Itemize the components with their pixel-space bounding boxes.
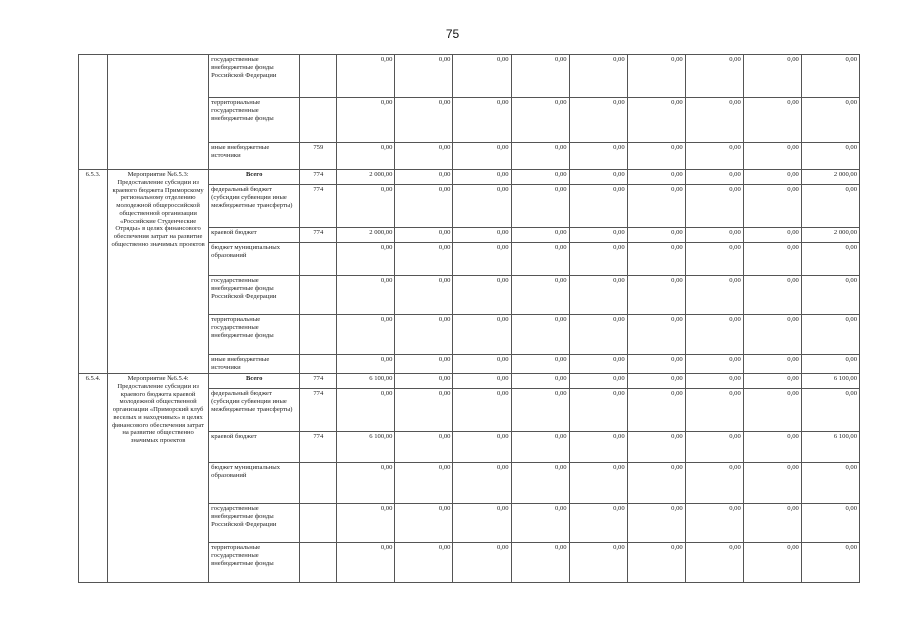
amount-cell: 6 100,00 xyxy=(337,374,395,389)
funding-source-cell: государственные внебюджетные фонды Российской Федерации xyxy=(209,55,300,98)
amount-cell: 0,00 xyxy=(453,543,511,583)
amount-cell: 0,00 xyxy=(453,228,511,243)
amount-cell: 0,00 xyxy=(511,143,569,170)
amount-cell: 0,00 xyxy=(685,55,743,98)
amount-cell: 0,00 xyxy=(627,355,685,374)
amount-cell: 0,00 xyxy=(685,185,743,228)
amount-cell: 0,00 xyxy=(569,543,627,583)
amount-cell: 0,00 xyxy=(511,170,569,185)
amount-cell: 0,00 xyxy=(511,228,569,243)
funding-source-cell: государственные внебюджетные фонды Российской Федерации xyxy=(209,504,300,543)
amount-cell: 0,00 xyxy=(569,170,627,185)
amount-cell: 6 100,00 xyxy=(337,432,395,463)
amount-cell: 0,00 xyxy=(453,355,511,374)
amount-cell: 0,00 xyxy=(627,243,685,276)
kbk-code-cell: 774 xyxy=(300,389,337,432)
amount-cell: 0,00 xyxy=(627,374,685,389)
amount-cell: 0,00 xyxy=(453,374,511,389)
amount-cell: 0,00 xyxy=(627,55,685,98)
funding-source-cell: бюджет муниципальных образований xyxy=(209,463,300,504)
amount-cell: 0,00 xyxy=(627,98,685,143)
amount-cell: 0,00 xyxy=(569,143,627,170)
funding-source-cell: территориальные государственные внебюджетные фонды xyxy=(209,98,300,143)
amount-cell: 0,00 xyxy=(511,185,569,228)
amount-cell: 0,00 xyxy=(453,243,511,276)
amount-cell: 0,00 xyxy=(743,315,801,355)
amount-cell: 0,00 xyxy=(395,143,453,170)
amount-cell: 0,00 xyxy=(511,55,569,98)
amount-cell: 0,00 xyxy=(685,243,743,276)
amount-cell: 0,00 xyxy=(337,389,395,432)
funding-source-cell: территориальные государственные внебюджетные фонды xyxy=(209,315,300,355)
kbk-code-cell: 774 xyxy=(300,228,337,243)
amount-cell: 0,00 xyxy=(685,143,743,170)
amount-cell: 0,00 xyxy=(743,55,801,98)
amount-cell: 0,00 xyxy=(511,355,569,374)
amount-cell: 0,00 xyxy=(685,98,743,143)
amount-cell: 0,00 xyxy=(627,228,685,243)
amount-cell: 0,00 xyxy=(395,228,453,243)
amount-cell: 0,00 xyxy=(511,432,569,463)
kbk-code-cell xyxy=(300,463,337,504)
funding-source-cell: краевой бюджет xyxy=(209,228,300,243)
amount-cell: 0,00 xyxy=(627,543,685,583)
amount-cell: 0,00 xyxy=(453,389,511,432)
amount-cell: 0,00 xyxy=(801,504,859,543)
amount-cell: 0,00 xyxy=(569,504,627,543)
amount-cell: 0,00 xyxy=(337,55,395,98)
funding-source-cell: федеральный бюджет (субсидии субвенции иные межбюджетные трансферты) xyxy=(209,389,300,432)
amount-cell: 0,00 xyxy=(511,276,569,315)
funding-source-cell: Всего xyxy=(209,374,300,389)
kbk-code-cell xyxy=(300,98,337,143)
kbk-code-cell xyxy=(300,504,337,543)
amount-cell: 0,00 xyxy=(395,55,453,98)
funding-source-cell: иные внебюджетные источники xyxy=(209,143,300,170)
kbk-code-cell: 759 xyxy=(300,143,337,170)
amount-cell: 0,00 xyxy=(627,170,685,185)
measure-number-cell: 6.5.4. xyxy=(79,374,108,583)
funding-source-cell: государственные внебюджетные фонды Российской Федерации xyxy=(209,276,300,315)
amount-cell: 0,00 xyxy=(569,463,627,504)
amount-cell: 0,00 xyxy=(685,355,743,374)
measure-number-cell xyxy=(79,55,108,170)
amount-cell: 0,00 xyxy=(395,389,453,432)
amount-cell: 0,00 xyxy=(511,543,569,583)
amount-cell: 0,00 xyxy=(395,504,453,543)
amount-cell: 0,00 xyxy=(801,315,859,355)
measure-number-cell: 6.5.3. xyxy=(79,170,108,374)
page-number: 75 xyxy=(445,27,460,41)
amount-cell: 6 100,00 xyxy=(801,374,859,389)
funding-source-cell: Всего xyxy=(209,170,300,185)
amount-cell: 2 000,00 xyxy=(337,170,395,185)
amount-cell: 0,00 xyxy=(395,315,453,355)
amount-cell: 0,00 xyxy=(337,185,395,228)
amount-cell: 0,00 xyxy=(685,504,743,543)
amount-cell: 0,00 xyxy=(511,463,569,504)
amount-cell: 0,00 xyxy=(569,243,627,276)
amount-cell: 0,00 xyxy=(395,170,453,185)
amount-cell: 0,00 xyxy=(453,463,511,504)
amount-cell: 0,00 xyxy=(743,543,801,583)
amount-cell: 0,00 xyxy=(511,315,569,355)
amount-cell: 0,00 xyxy=(685,543,743,583)
table-row xyxy=(79,170,860,185)
amount-cell: 0,00 xyxy=(627,276,685,315)
amount-cell: 0,00 xyxy=(337,143,395,170)
amount-cell: 0,00 xyxy=(569,55,627,98)
amount-cell: 0,00 xyxy=(453,432,511,463)
amount-cell: 0,00 xyxy=(453,170,511,185)
amount-cell: 0,00 xyxy=(395,98,453,143)
amount-cell: 2 000,00 xyxy=(337,228,395,243)
amount-cell: 0,00 xyxy=(337,315,395,355)
amount-cell: 0,00 xyxy=(685,463,743,504)
amount-cell: 0,00 xyxy=(627,504,685,543)
amount-cell: 0,00 xyxy=(511,243,569,276)
amount-cell: 0,00 xyxy=(743,374,801,389)
kbk-code-cell xyxy=(300,315,337,355)
amount-cell: 0,00 xyxy=(569,355,627,374)
amount-cell: 0,00 xyxy=(743,170,801,185)
amount-cell: 0,00 xyxy=(395,355,453,374)
amount-cell: 0,00 xyxy=(569,276,627,315)
amount-cell: 0,00 xyxy=(685,315,743,355)
amount-cell: 2 000,00 xyxy=(801,170,859,185)
amount-cell: 0,00 xyxy=(743,389,801,432)
amount-cell: 0,00 xyxy=(569,374,627,389)
amount-cell: 0,00 xyxy=(569,228,627,243)
amount-cell: 0,00 xyxy=(569,315,627,355)
amount-cell: 0,00 xyxy=(801,389,859,432)
amount-cell: 0,00 xyxy=(337,355,395,374)
amount-cell: 0,00 xyxy=(453,98,511,143)
amount-cell: 0,00 xyxy=(395,243,453,276)
amount-cell: 0,00 xyxy=(453,55,511,98)
amount-cell: 0,00 xyxy=(685,276,743,315)
funding-source-cell: краевой бюджет xyxy=(209,432,300,463)
amount-cell: 0,00 xyxy=(685,432,743,463)
amount-cell: 0,00 xyxy=(685,389,743,432)
amount-cell: 0,00 xyxy=(453,185,511,228)
amount-cell: 0,00 xyxy=(685,374,743,389)
amount-cell: 0,00 xyxy=(743,355,801,374)
amount-cell: 0,00 xyxy=(801,463,859,504)
amount-cell: 0,00 xyxy=(743,98,801,143)
measure-name-cell: Мероприятие №6.5.4: Предоставление субсидии из краевого бюджета краевой молодежной общественной организации «Приморский клуб веселых и находчивых» в целях финансового обеспечения затрат на развитие общественно значимых проектов xyxy=(108,374,209,583)
amount-cell: 0,00 xyxy=(569,432,627,463)
amount-cell: 0,00 xyxy=(801,355,859,374)
amount-cell: 0,00 xyxy=(743,463,801,504)
kbk-code-cell: 774 xyxy=(300,432,337,463)
table-row xyxy=(79,55,860,98)
funding-source-cell: иные внебюджетные источники xyxy=(209,355,300,374)
amount-cell: 0,00 xyxy=(337,276,395,315)
amount-cell: 0,00 xyxy=(627,389,685,432)
amount-cell: 0,00 xyxy=(801,543,859,583)
amount-cell: 0,00 xyxy=(627,432,685,463)
amount-cell: 0,00 xyxy=(395,463,453,504)
kbk-code-cell xyxy=(300,355,337,374)
amount-cell: 0,00 xyxy=(743,243,801,276)
amount-cell: 0,00 xyxy=(511,504,569,543)
amount-cell: 2 000,00 xyxy=(801,228,859,243)
amount-cell: 0,00 xyxy=(801,276,859,315)
amount-cell: 0,00 xyxy=(395,543,453,583)
amount-cell: 0,00 xyxy=(743,504,801,543)
amount-cell: 0,00 xyxy=(395,374,453,389)
kbk-code-cell xyxy=(300,55,337,98)
amount-cell: 0,00 xyxy=(743,228,801,243)
amount-cell: 0,00 xyxy=(743,143,801,170)
amount-cell: 0,00 xyxy=(337,98,395,143)
amount-cell: 0,00 xyxy=(511,389,569,432)
amount-cell: 0,00 xyxy=(627,143,685,170)
amount-cell: 0,00 xyxy=(569,185,627,228)
amount-cell: 0,00 xyxy=(743,276,801,315)
measure-name-cell: Мероприятие №6.5.3: Предоставление субсидии из краевого бюджета Приморскому региональному отделению молодежной общероссийской общественной организации «Российские Студенческие Отряды» в целях финансового обеспечения затрат на развитие общественно значимых проектов xyxy=(108,170,209,374)
amount-cell: 0,00 xyxy=(395,276,453,315)
amount-cell: 0,00 xyxy=(569,389,627,432)
amount-cell: 0,00 xyxy=(627,185,685,228)
amount-cell: 0,00 xyxy=(801,185,859,228)
kbk-code-cell: 774 xyxy=(300,185,337,228)
amount-cell: 0,00 xyxy=(511,374,569,389)
amount-cell: 0,00 xyxy=(453,276,511,315)
funding-source-cell: бюджет муниципальных образований xyxy=(209,243,300,276)
amount-cell: 0,00 xyxy=(743,185,801,228)
funding-source-cell: территориальные государственные внебюджетные фонды xyxy=(209,543,300,583)
budget-table xyxy=(78,54,860,583)
amount-cell: 0,00 xyxy=(453,504,511,543)
amount-cell: 0,00 xyxy=(801,55,859,98)
amount-cell: 0,00 xyxy=(337,504,395,543)
amount-cell: 0,00 xyxy=(801,243,859,276)
amount-cell: 0,00 xyxy=(337,243,395,276)
kbk-code-cell: 774 xyxy=(300,170,337,185)
amount-cell: 0,00 xyxy=(801,143,859,170)
amount-cell: 0,00 xyxy=(453,315,511,355)
amount-cell: 0,00 xyxy=(743,432,801,463)
amount-cell: 0,00 xyxy=(453,143,511,170)
amount-cell: 0,00 xyxy=(395,432,453,463)
kbk-code-cell xyxy=(300,243,337,276)
amount-cell: 0,00 xyxy=(627,315,685,355)
amount-cell: 0,00 xyxy=(511,98,569,143)
amount-cell: 0,00 xyxy=(801,98,859,143)
kbk-code-cell xyxy=(300,276,337,315)
amount-cell: 0,00 xyxy=(395,185,453,228)
amount-cell: 0,00 xyxy=(337,543,395,583)
amount-cell: 0,00 xyxy=(569,98,627,143)
amount-cell: 0,00 xyxy=(337,463,395,504)
kbk-code-cell xyxy=(300,543,337,583)
amount-cell: 6 100,00 xyxy=(801,432,859,463)
amount-cell: 0,00 xyxy=(627,463,685,504)
kbk-code-cell: 774 xyxy=(300,374,337,389)
funding-source-cell: федеральный бюджет (субсидии субвенции иные межбюджетные трансферты) xyxy=(209,185,300,228)
measure-name-cell xyxy=(108,55,209,170)
amount-cell: 0,00 xyxy=(685,228,743,243)
amount-cell: 0,00 xyxy=(685,170,743,185)
table-row xyxy=(79,374,860,389)
